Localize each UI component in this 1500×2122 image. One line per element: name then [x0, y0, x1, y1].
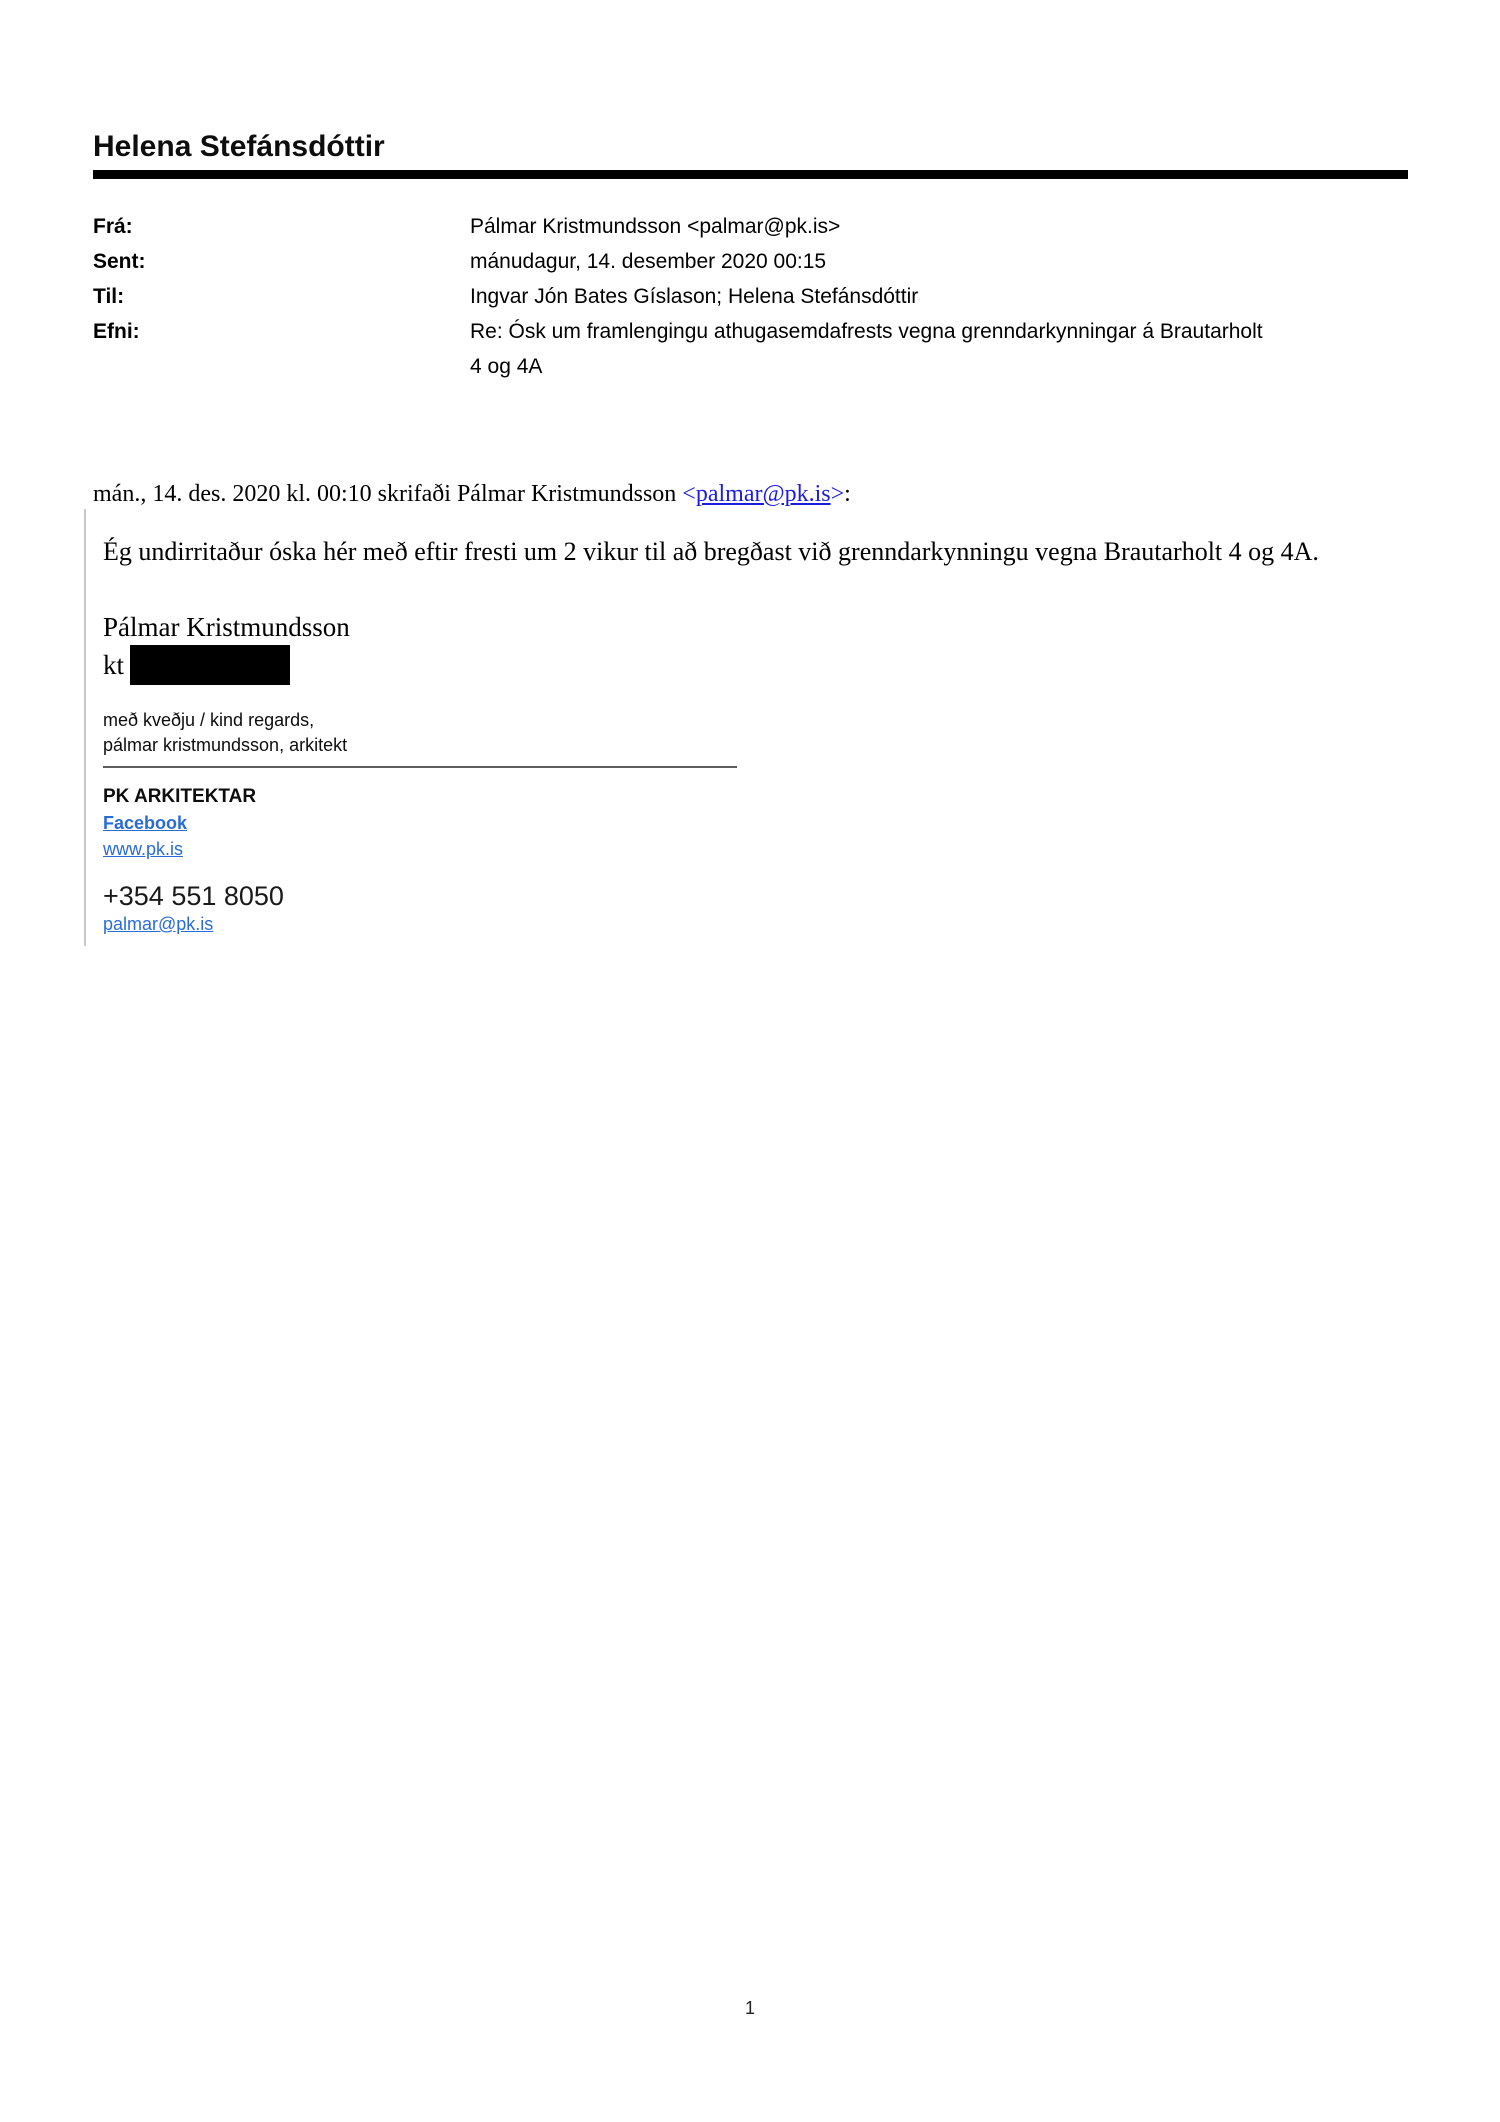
kt-line: [103, 644, 1408, 686]
subject-value: Re: Ósk um framlengingu athugasemdafrests vegna grenndarkynningar á Brautarholt 4 og 4A: [470, 320, 1263, 378]
subject-label: Efni:: [93, 320, 140, 343]
field-row-sent: [93, 244, 1408, 279]
quote-intro-prefix: mán., 14. des. 2020 kl. 00:10 skrifaði Pálmar Kristmundsson: [93, 481, 683, 507]
title-rule: [93, 170, 1408, 179]
website-line: [103, 836, 1408, 862]
company-name: PK ARKITEKTAR: [103, 786, 257, 807]
regards-block: [103, 708, 1408, 758]
phone-number: +354 551 8050: [103, 881, 284, 911]
facebook-link[interactable]: Facebook: [103, 813, 188, 833]
facebook-line: [103, 810, 1408, 836]
quoted-message: [84, 509, 1408, 946]
field-row-from: [93, 209, 1408, 244]
redacted-kt-number: [130, 645, 290, 685]
quoted-sender-email-link[interactable]: palmar@pk.is: [695, 481, 831, 507]
sent-value: mánudagur, 14. desember 2020 00:15: [470, 250, 827, 273]
field-row-to: [93, 279, 1408, 314]
regards-line: með kveðju / kind regards,: [103, 710, 315, 730]
signature-divider: [103, 766, 737, 768]
website-link[interactable]: www.pk.is: [103, 839, 184, 859]
from-label: Frá:: [93, 215, 133, 238]
signer-name: Pálmar Kristmundsson: [103, 612, 350, 642]
message-body: Ég undirritaður óska hér með eftir fresti um 2 vikur til að bregðast við grenndarkynningu vegna Brautarholt 4 og 4A.: [103, 537, 1319, 566]
kt-label: kt: [103, 650, 125, 680]
page-number: 1: [744, 1998, 755, 2018]
open-bracket: <: [682, 481, 696, 507]
close-bracket: >: [830, 481, 845, 507]
to-value: Ingvar Jón Bates Gíslason; Helena Stefánsdóttir: [470, 285, 919, 308]
sent-label: Sent:: [93, 250, 146, 273]
signature-email-line: [103, 912, 1408, 936]
email-header-fields: [93, 209, 1408, 384]
field-row-subject: [93, 314, 1408, 384]
company-block: [103, 784, 1408, 862]
page-title: Helena Stefánsdóttir: [93, 130, 385, 163]
signature-email-link[interactable]: palmar@pk.is: [103, 914, 214, 934]
from-value: Pálmar Kristmundsson <palmar@pk.is>: [470, 215, 841, 238]
quote-intro-suffix: :: [844, 481, 851, 507]
to-label: Til:: [93, 285, 125, 308]
signer-title-line: pálmar kristmundsson, arkitekt: [103, 735, 348, 755]
quote-intro-line: [93, 479, 1408, 509]
